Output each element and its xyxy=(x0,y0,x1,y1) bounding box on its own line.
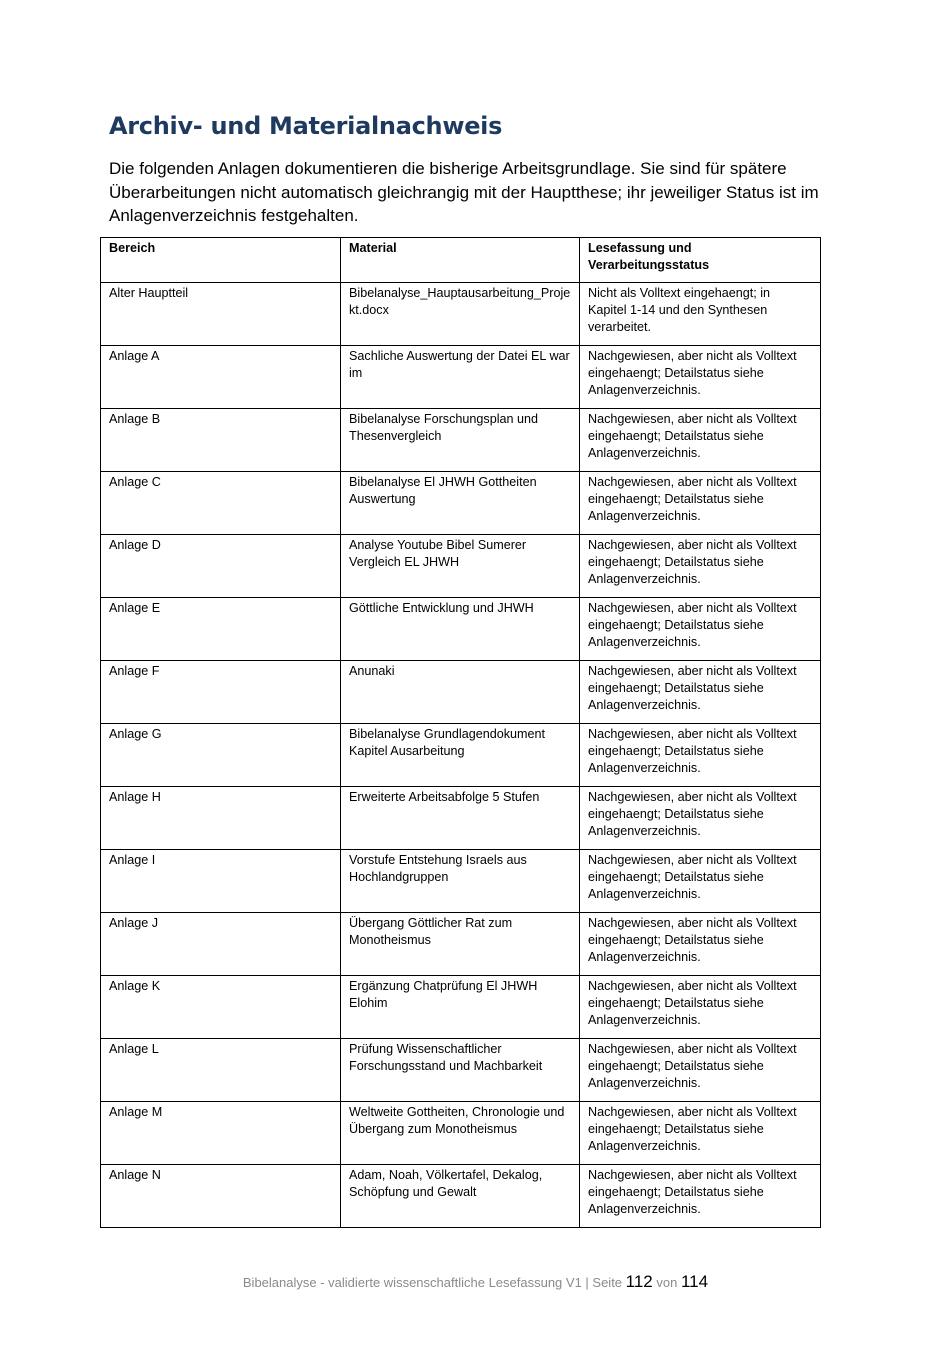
cell-bereich: Alter Hauptteil xyxy=(101,283,341,346)
cell-material: Bibelanalyse Grundlagendokument Kapitel Ausarbeitung xyxy=(341,724,580,787)
cell-bereich: Anlage I xyxy=(101,850,341,913)
table-row xyxy=(101,661,821,724)
cell-bereich: Anlage L xyxy=(101,1039,341,1102)
page-heading: Archiv- und Materialnachweis xyxy=(109,112,503,140)
cell-status: Nachgewiesen, aber nicht als Volltext eingehaengt; Detailstatus siehe Anlagenverzeichnis. xyxy=(580,409,821,472)
table-row xyxy=(101,976,821,1039)
table-row xyxy=(101,787,821,850)
cell-material: Bibelanalyse_Hauptausarbeitung_Projekt.docx xyxy=(341,283,580,346)
cell-bereich: Anlage D xyxy=(101,535,341,598)
table-row xyxy=(101,850,821,913)
footer-of: von xyxy=(656,1275,678,1290)
table-row xyxy=(101,1165,821,1228)
cell-material: Anunaki xyxy=(341,661,580,724)
cell-status: Nachgewiesen, aber nicht als Volltext eingehaengt; Detailstatus siehe Anlagenverzeichnis. xyxy=(580,535,821,598)
cell-material: Sachliche Auswertung der Datei EL war im xyxy=(341,346,580,409)
table-row xyxy=(101,346,821,409)
table-row xyxy=(101,1039,821,1102)
footer-total-pages: 114 xyxy=(680,1272,709,1291)
cell-status: Nachgewiesen, aber nicht als Volltext eingehaengt; Detailstatus siehe Anlagenverzeichnis. xyxy=(580,1165,821,1228)
table-row xyxy=(101,724,821,787)
cell-material: Bibelanalyse El JHWH Gottheiten Auswertung xyxy=(341,472,580,535)
cell-status: Nachgewiesen, aber nicht als Volltext eingehaengt; Detailstatus siehe Anlagenverzeichnis. xyxy=(580,976,821,1039)
cell-material: Adam, Noah, Völkertafel, Dekalog, Schöpfung und Gewalt xyxy=(341,1165,580,1228)
footer-title: Bibelanalyse - validierte wissenschaftliche Lesefassung V1 | Seite xyxy=(242,1275,623,1290)
table-row xyxy=(101,283,821,346)
cell-status: Nachgewiesen, aber nicht als Volltext eingehaengt; Detailstatus siehe Anlagenverzeichnis. xyxy=(580,787,821,850)
cell-bereich: Anlage J xyxy=(101,913,341,976)
cell-bereich: Anlage N xyxy=(101,1165,341,1228)
cell-bereich: Anlage B xyxy=(101,409,341,472)
cell-bereich: Anlage E xyxy=(101,598,341,661)
cell-status: Nachgewiesen, aber nicht als Volltext eingehaengt; Detailstatus siehe Anlagenverzeichnis. xyxy=(580,598,821,661)
footer-page-number: 112 xyxy=(625,1272,653,1291)
table-row xyxy=(101,472,821,535)
table-row xyxy=(101,535,821,598)
table-row xyxy=(101,598,821,661)
cell-material: Bibelanalyse Forschungsplan und Thesenvergleich xyxy=(341,409,580,472)
cell-material: Vorstufe Entstehung Israels aus Hochlandgruppen xyxy=(341,850,580,913)
cell-material: Ergänzung Chatprüfung El JHWH Elohim xyxy=(341,976,580,1039)
cell-material: Übergang Göttlicher Rat zum Monotheismus xyxy=(341,913,580,976)
cell-material: Erweiterte Arbeitsabfolge 5 Stufen xyxy=(341,787,580,850)
cell-material: Göttliche Entwicklung und JHWH xyxy=(341,598,580,661)
cell-material: Prüfung Wissenschaftlicher Forschungsstand und Machbarkeit xyxy=(341,1039,580,1102)
column-header-material: Material xyxy=(341,238,580,283)
table-row xyxy=(101,1102,821,1165)
table-row xyxy=(101,913,821,976)
cell-status: Nachgewiesen, aber nicht als Volltext eingehaengt; Detailstatus siehe Anlagenverzeichnis. xyxy=(580,661,821,724)
cell-bereich: Anlage C xyxy=(101,472,341,535)
cell-bereich: Anlage H xyxy=(101,787,341,850)
column-header-status: Lesefassung und Verarbeitungsstatus xyxy=(580,238,821,283)
cell-bereich: Anlage G xyxy=(101,724,341,787)
cell-bereich: Anlage F xyxy=(101,661,341,724)
cell-status: Nachgewiesen, aber nicht als Volltext eingehaengt; Detailstatus siehe Anlagenverzeichnis. xyxy=(580,724,821,787)
cell-material: Weltweite Gottheiten, Chronologie und Übergang zum Monotheismus xyxy=(341,1102,580,1165)
column-header-bereich: Bereich xyxy=(101,238,341,283)
cell-status: Nachgewiesen, aber nicht als Volltext eingehaengt; Detailstatus siehe Anlagenverzeichnis. xyxy=(580,346,821,409)
anlagen-table xyxy=(100,237,821,1228)
cell-status: Nachgewiesen, aber nicht als Volltext eingehaengt; Detailstatus siehe Anlagenverzeichnis. xyxy=(580,850,821,913)
page-footer xyxy=(0,1272,951,1292)
cell-bereich: Anlage K xyxy=(101,976,341,1039)
cell-status: Nachgewiesen, aber nicht als Volltext eingehaengt; Detailstatus siehe Anlagenverzeichnis. xyxy=(580,913,821,976)
intro-paragraph: Die folgenden Anlagen dokumentieren die bisherige Arbeitsgrundlage. Sie sind für spätere Überarbeitungen nicht automatisch gleichrangig mit der Hauptthese; ihr jeweiliger Status ist im Anlagenverzeichnis festgehalten. xyxy=(109,159,819,225)
table-row xyxy=(101,409,821,472)
cell-bereich: Anlage A xyxy=(101,346,341,409)
cell-status: Nachgewiesen, aber nicht als Volltext eingehaengt; Detailstatus siehe Anlagenverzeichnis. xyxy=(580,1039,821,1102)
table-header-row xyxy=(101,238,821,283)
cell-status: Nicht als Volltext eingehaengt; in Kapitel 1-14 und den Synthesen verarbeitet. xyxy=(580,283,821,346)
cell-status: Nachgewiesen, aber nicht als Volltext eingehaengt; Detailstatus siehe Anlagenverzeichnis. xyxy=(580,472,821,535)
cell-status: Nachgewiesen, aber nicht als Volltext eingehaengt; Detailstatus siehe Anlagenverzeichnis. xyxy=(580,1102,821,1165)
cell-bereich: Anlage M xyxy=(101,1102,341,1165)
cell-material: Analyse Youtube Bibel Sumerer Vergleich EL JHWH xyxy=(341,535,580,598)
